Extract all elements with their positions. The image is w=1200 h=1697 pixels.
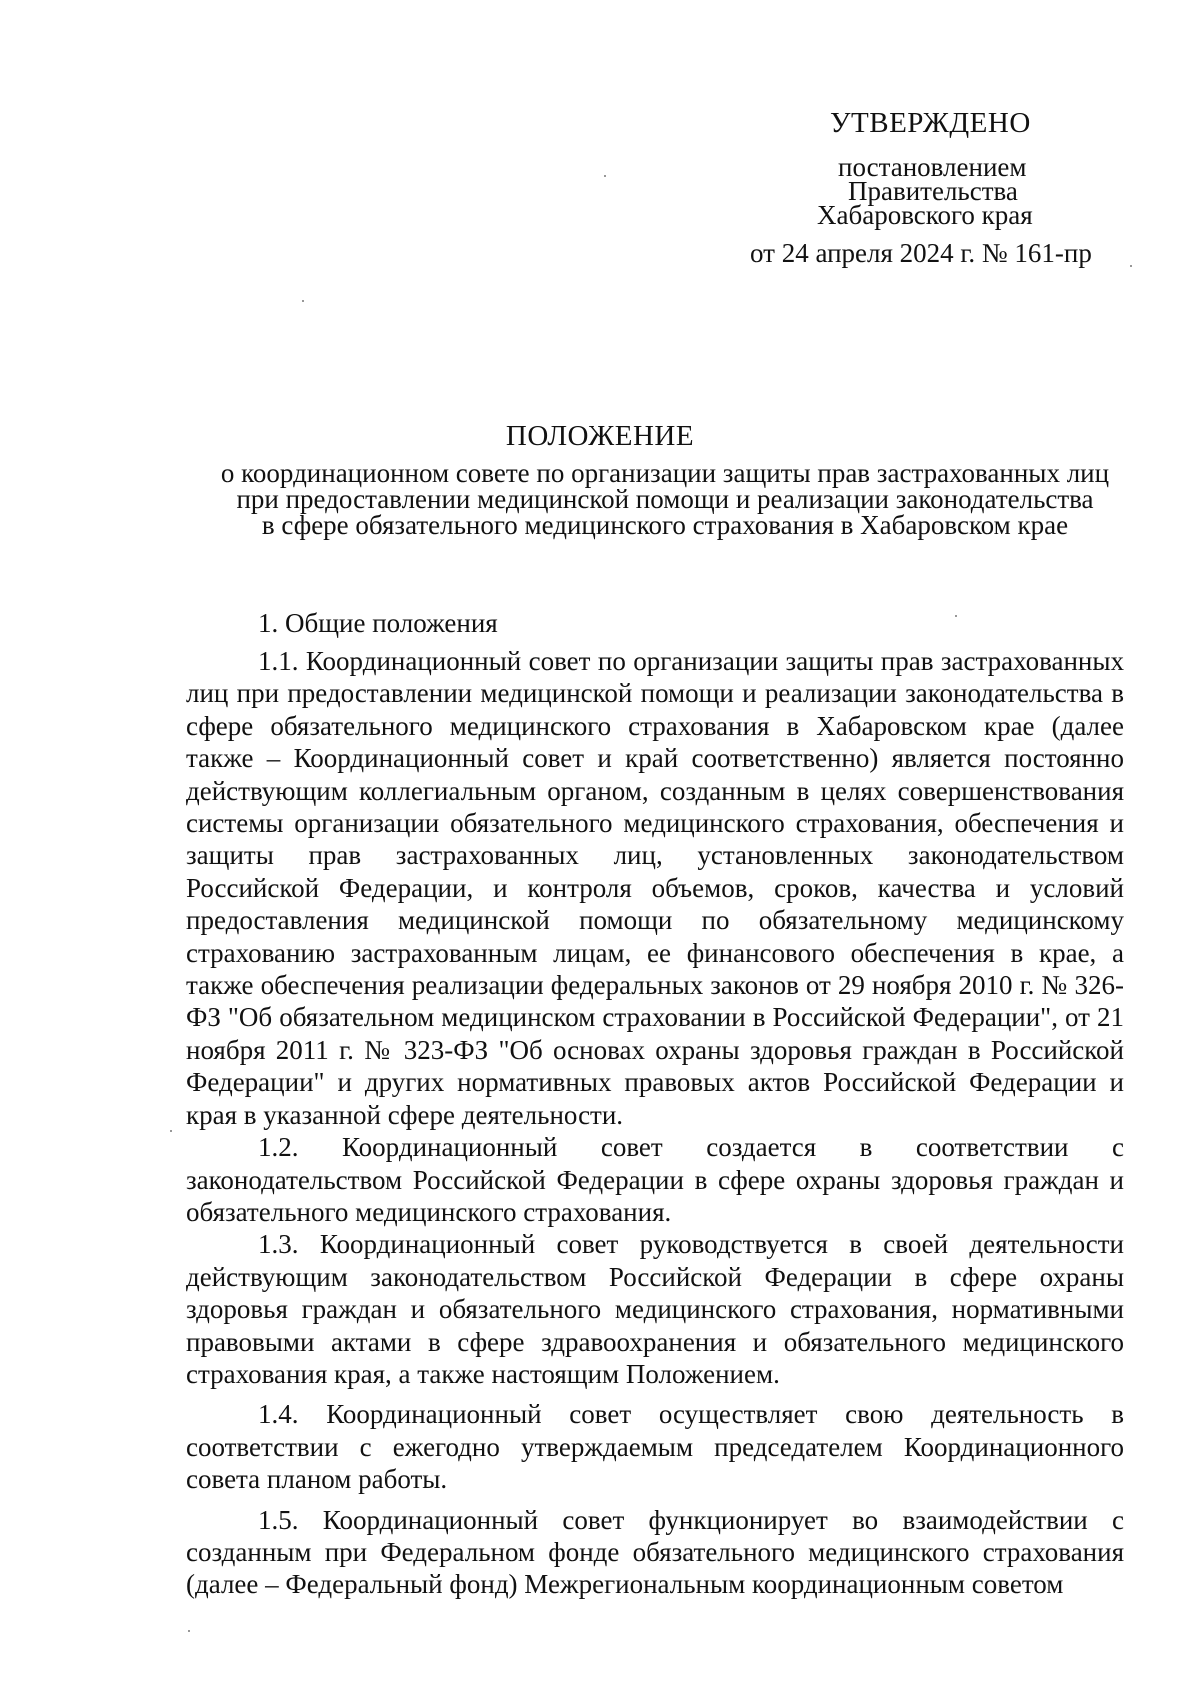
subtitle-line-2: при предоставлении медицинской помощи и реализации законодательства — [236, 484, 1094, 514]
document-title: ПОЛОЖЕНИЕ — [505, 420, 695, 452]
scan-speck — [188, 1630, 190, 1632]
paragraph-1-3: 1.3. Координационный совет руководствуется в своей деятельности действующим законодательством Российской Федерации в сфере охраны здоровья граждан и обязательного медицинского страхования, нормативными правовыми актами в сфере здравоохранения и обязательного медицинского страхования края, а также настоящим Положением. — [186, 1229, 1124, 1389]
approval-line-1: постановлением — [838, 152, 1027, 182]
document-subtitle — [185, 460, 1145, 538]
paragraph-1-2: 1.2. Координационный совет создается в соответствии с законодательством Российской Федерации в сфере охраны здоровья граждан и обязательного медицинского страхования. — [186, 1132, 1124, 1227]
section-body — [186, 645, 1124, 1601]
paragraph-1-5: 1.5. Координационный совет функционирует во взаимодействии с созданным при Федеральном фонде обязательного медицинского страхования (далее – Федеральный фонд) Межрегиональным координационным советом — [186, 1504, 1124, 1600]
subtitle-line-1: о координационном совете по организации защиты прав застрахованных лиц — [220, 458, 1110, 488]
approval-heading: УТВЕРЖДЕНО — [830, 107, 1031, 139]
section-heading: 1. Общие положения — [258, 608, 498, 638]
paragraph-1-4: 1.4. Координационный совет осуществляет свою деятельность в соответствии с ежегодно утверждаемым председателем Координационного совета планом работы. — [186, 1399, 1124, 1495]
subtitle-line-3: в сфере обязательного медицинского страхования в Хабаровском крае — [261, 510, 1069, 540]
approval-line-2: Правительства — [848, 176, 1018, 206]
scan-speck — [955, 615, 957, 617]
scan-speck — [604, 175, 606, 177]
scan-speck — [170, 1130, 172, 1132]
approval-date: от 24 апреля 2024 г. № 161-пр — [750, 238, 1092, 268]
paragraph-1-1: 1.1. Координационный совет по организации защиты прав застрахованных лиц при предоставлении медицинской помощи и реализации законодательства в сфере обязательного медицинского страхования в Хабаровском крае (далее также – Координационный совет и край соответственно) является постоянно действующим коллегиальным органом, созданным в целях совершенствования системы организации обязательного медицинского страхования, обеспечения и защиты прав застрахованных лиц, установленных законодательством Российской Федерации, и контроля объемов, сроков, качества и условий предоставления медицинской помощи по обязательному медицинскому страхованию застрахованным лицам, ее финансового обеспечения в крае, а также обеспечения реализации федеральных законов от 29 ноября 2010 г. № 326-ФЗ "Об обязательном медицинском страховании в Российской Федерации", от 21 ноября 2011 г. № 323-ФЗ "Об основах охраны здоровья граждан в Российской Федерации" и других нормативных правовых актов Российской Федерации и края в указанной сфере деятельности. — [186, 646, 1124, 1130]
approval-line-3: Хабаровского края — [817, 200, 1033, 230]
scan-speck — [1130, 265, 1132, 267]
scan-speck — [302, 300, 304, 302]
